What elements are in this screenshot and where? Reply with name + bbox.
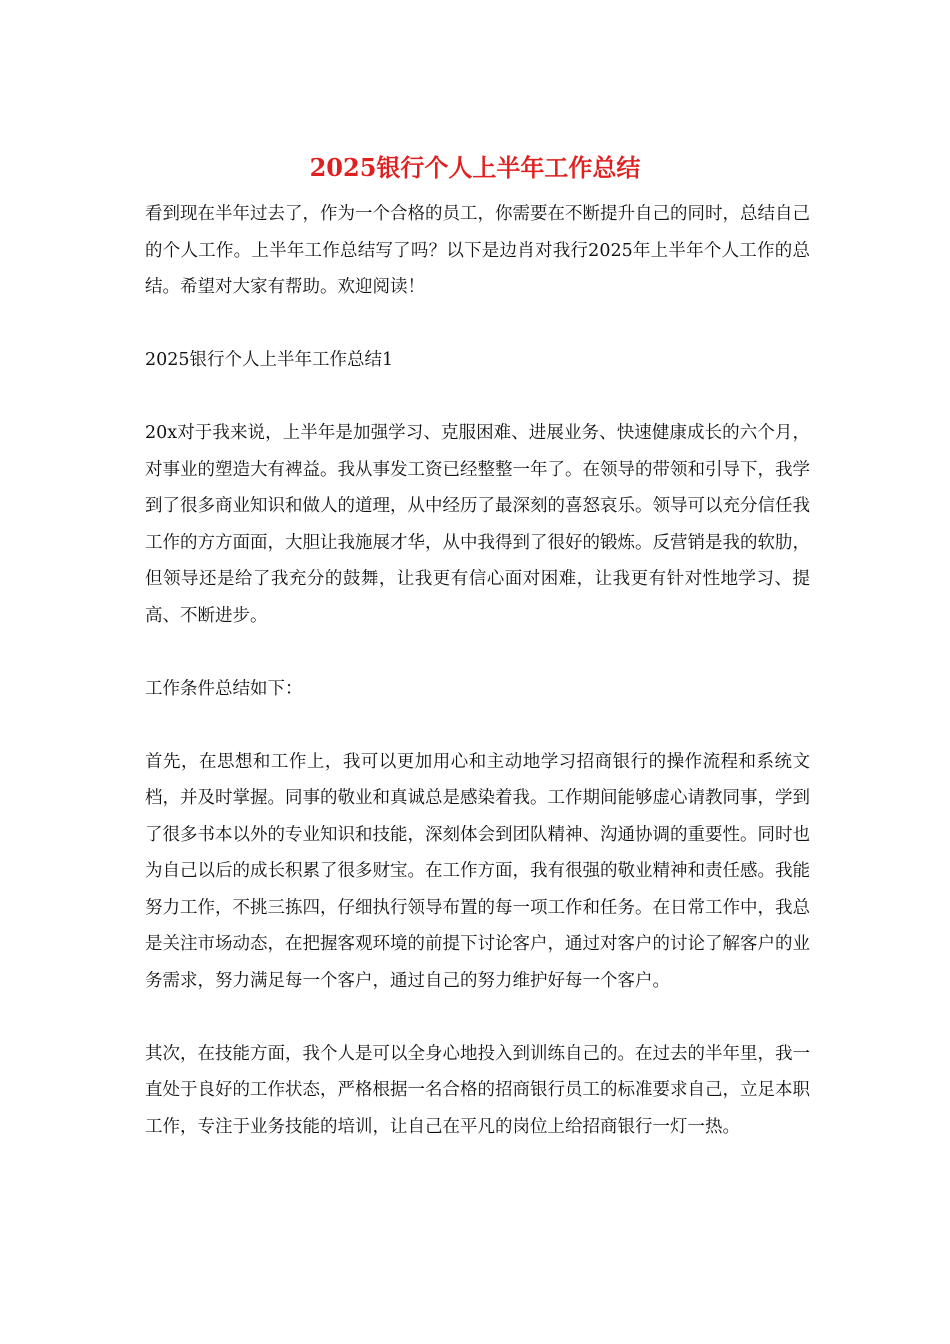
document-body [145, 196, 810, 1182]
body-paragraph: 其次，在技能方面，我个人是可以全身心地投入到训练自己的。在过去的半年里，我一直处于良好的工作状态，严格根据一名合格的招商银行员工的标准要求自己，立足本职工作，专注于业务技能的培训，让自己在平凡的岗位上给招商银行一灯一热。 [145, 1043, 810, 1137]
body-paragraph: 首先，在思想和工作上，我可以更加用心和主动地学习招商银行的操作流程和系统文档，并及时掌握。同事的敬业和真诚总是感染着我。工作期间能够虚心请教同事，学到了很多书本以外的专业知识和技能，深刻体会到团队精神、沟通协调的重要性。同时也为自己以后的成长积累了很多财宝。在工作方面，我有很强的敬业精神和责任感。我能努力工作，不挑三拣四，仔细执行领导布置的每一项工作和任务。在日常工作中，我总是关注市场动态，在把握客观环境的前提下讨论客户，通过对客户的讨论了解客户的业务需求，努力满足每一个客户，通过自己的努力维护好每一个客户。 [145, 751, 810, 991]
body-paragraph: 20x对于我来说，上半年是加强学习、克服困难、进展业务、快速健康成长的六个月，对事业的塑造大有裨益。我从事发工资已经整整一年了。在领导的带领和引导下，我学到了很多商业知识和做人的道理，从中经历了最深刻的喜怒哀乐。领导可以充分信任我工作的方方面面，大胆让我施展才华，从中我得到了很好的锻炼。反营销是我的软肋，但领导还是给了我充分的鼓舞，让我更有信心面对困难，让我更有针对性地学习、提高、不断进步。 [145, 423, 810, 626]
body-paragraph: 工作条件总结如下： [145, 678, 303, 699]
section-heading: 2025银行个人上半年工作总结1 [145, 350, 394, 370]
document-title: 2025银行个人上半年工作总结 [309, 153, 641, 182]
intro-paragraph: 看到现在半年过去了，作为一个合格的员工，你需要在不断提升自己的同时，总结自己的个人工作。上半年工作总结写了吗？以下是边肖对我行2025年上半年个人工作的总结。希望对大家有帮助。欢迎阅读！ [145, 204, 810, 297]
